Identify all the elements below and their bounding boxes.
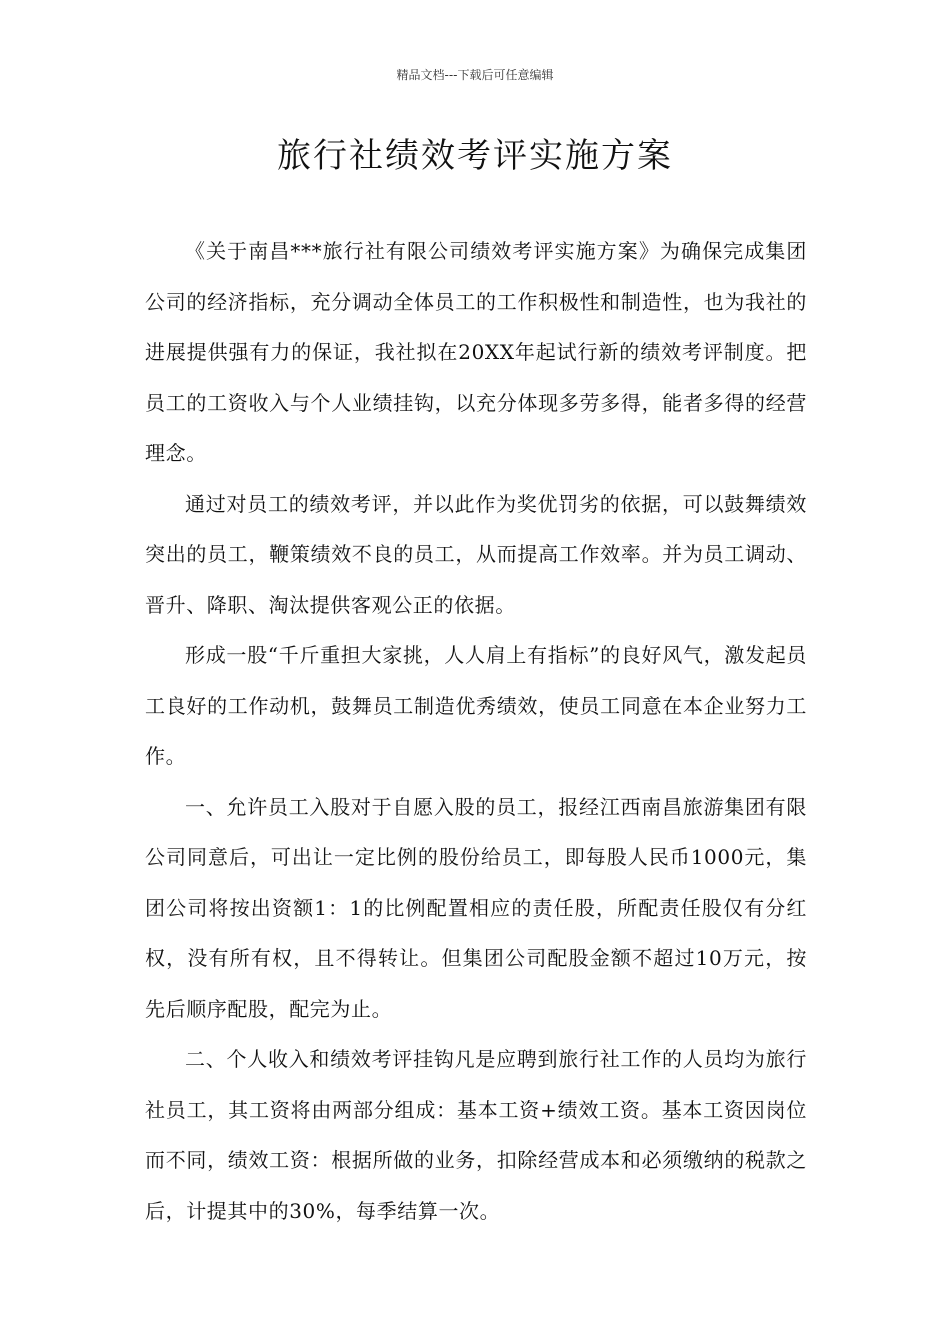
paragraph-section-two: 二、个人收入和绩效考评挂钩凡是应聘到旅行社工作的人员均为旅行社员工，其工资将由两部分组成：基本工资+绩效工资。基本工资因岗位而不同，绩效工资：根据所做的业务，扣除经营成本和必须缴纳的税款之后，计提其中的30%，每季结算一次。	[145, 1047, 807, 1223]
paragraph-intro: 《关于南昌***旅行社有限公司绩效考评实施方案》为确保完成集团公司的经济指标，充分调动全体员工的工作积极性和制造性，也为我社的进展提供强有力的保证，我社拟在20XX年起试行新的绩效考评制度。把员工的工资收入与个人业绩挂钩，以充分体现多劳多得，能者多得的经营理念。	[145, 239, 807, 465]
header-note: 精品文档---下载后可任意编辑	[396, 68, 554, 82]
paragraph-purpose: 通过对员工的绩效考评，并以此作为奖优罚劣的依据，可以鼓舞绩效突出的员工，鞭策绩效不良的员工，从而提高工作效率。并为员工调动、晋升、降职、淘汰提供客观公正的依据。	[145, 491, 807, 617]
document-body	[145, 226, 807, 1236]
paragraph-atmosphere: 形成一股“千斤重担大家挑，人人肩上有指标”的良好风气，激发起员工良好的工作动机，鼓舞员工制造优秀绩效，使员工同意在本企业努力工作。	[145, 643, 807, 768]
document-title: 旅行社绩效考评实施方案	[277, 136, 673, 176]
paragraph-section-one: 一、允许员工入股对于自愿入股的员工，报经江西南昌旅游集团有限公司同意后，可出让一定比例的股份给员工，即每股人民币1000元，集团公司将按出资额1：1的比例配置相应的责任股，所配责任股仅有分红权，没有所有权，且不得转让。但集团公司配股金额不超过10万元，按先后顺序配股，配完为止。	[145, 794, 807, 1021]
